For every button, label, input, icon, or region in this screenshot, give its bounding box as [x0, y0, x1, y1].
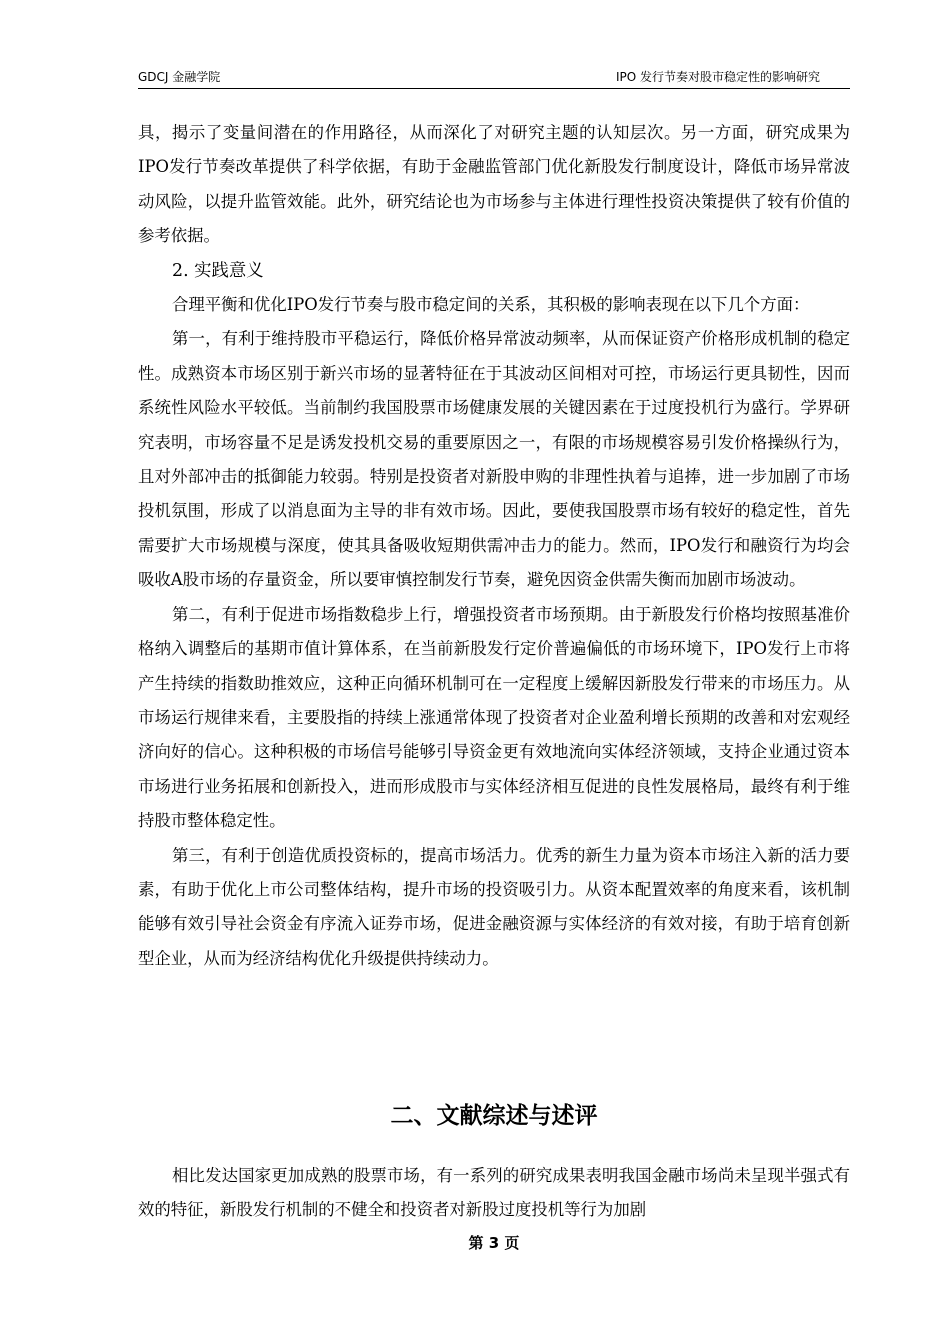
paragraph-third: 第三，有利于创造优质投资标的，提高市场活力。优秀的新生力量为资本市场注入新的活力要素，有助于优化上市公司整体结构，提升市场的投资吸引力。从资本配置效率的角度来看，该机制能够有效引导社会资金有序流入证券市场，促进金融资源与实体经济的有效对接，有助于培育创新型企业，从而为经济结构优化升级提供持续动力。	[138, 845, 850, 968]
paragraph-second: 第二，有利于促进市场指数稳步上行，增强投资者市场预期。由于新股发行价格均按照基准价格纳入调整后的基期市值计算体系，在当前新股发行定价普遍偏低的市场环境下，IPO发行上市将产生持续的指数助推效应，这种正向循环机制可在一定程度上缓解因新股发行带来的市场压力。从市场运行规律来看，主要股指的持续上涨通常体现了投资者对企业盈利增长预期的改善和对宏观经济向好的信心。这种积极的市场信号能够引导资金更有效地流向实体经济领域，支持企业通过资本市场进行业务拓展和创新投入，进而形成股市与实体经济相互促进的良性发展格局，最终有利于维持股市整体稳定性。	[138, 604, 850, 831]
page-header	[138, 66, 850, 89]
paragraph-first: 第一，有利于维持股市平稳运行，降低价格异常波动频率，从而保证资产价格形成机制的稳定性。成熟资本市场区别于新兴市场的显著特征在于其波动区间相对可控，市场运行更具韧性，因而系统性风险水平较低。当前制约我国股票市场健康发展的关键因素在于过度投机行为盛行。学界研究表明，市场容量不足是诱发投机交易的重要原因之一，有限的市场规模容易引发价格操纵行为，且对外部冲击的抵御能力较弱。特别是投资者对新股申购的非理性执着与追捧，进一步加剧了市场投机氛围，形成了以消息面为主导的非有效市场。因此，要使我国股票市场有较好的稳定性，首先需要扩大市场规模与深度，使其具备吸收短期供需冲击力的能力。然而，IPO发行和融资行为均会吸收A股市场的存量资金，所以要审慎控制发行节奏，避免因资金供需失衡而加剧市场波动。	[138, 329, 850, 590]
section-title: 二、文献综述与述评	[390, 1103, 598, 1129]
paragraph-intro: 具，揭示了变量间潜在的作用路径，从而深化了对研究主题的认知层次。另一方面，研究成果为IPO发行节奏改革提供了科学依据，有助于金融监管部门优化新股发行制度设计，降低市场异常波动风险，以提升监管效能。此外，研究结论也为市场参与主体进行理性投资决策提供了较有价值的参考依据。	[138, 123, 850, 246]
paragraph-review: 相比发达国家更加成熟的股票市场，有一系列的研究成果表明我国金融市场尚未呈现半强式有效的特征，新股发行机制的不健全和投资者对新股过度投机等行为加剧	[138, 1166, 850, 1220]
header-thesis-title: IPO 发行节奏对股市稳定性的影响研究	[615, 70, 820, 84]
header-school: GDCJ 金融学院	[138, 70, 221, 84]
paragraph-practice: 合理平衡和优化IPO发行节奏与股市稳定间的关系，其积极的影响表现在以下几个方面：	[172, 295, 810, 315]
body-text-review	[138, 1159, 850, 1228]
page-number: 第 3 页	[468, 1234, 520, 1252]
body-text	[138, 116, 850, 976]
subheading-practice: 2. 实践意义	[172, 260, 264, 281]
